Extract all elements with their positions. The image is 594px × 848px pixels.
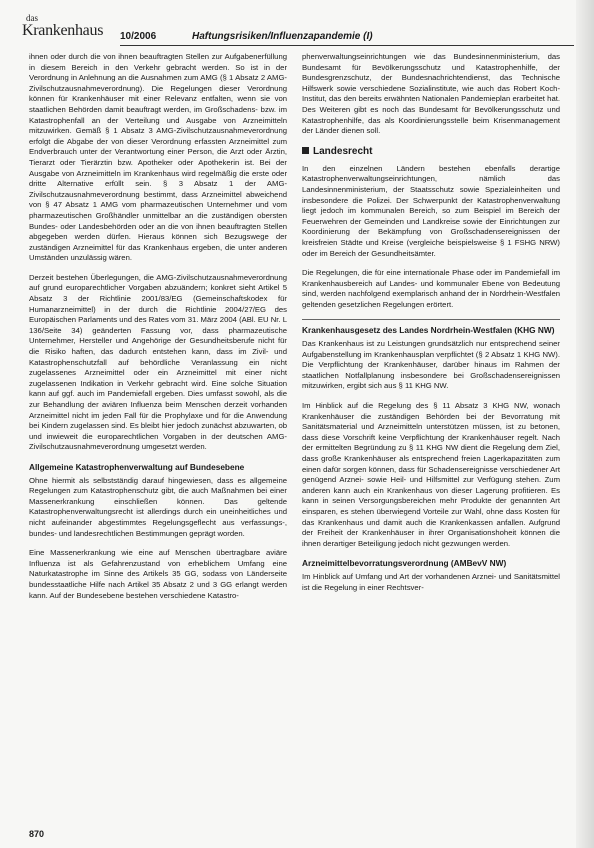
separator-line [302, 319, 560, 320]
square-bullet-icon [302, 147, 309, 154]
page-number: 870 [29, 829, 45, 839]
right-paragraph-2: In den einzelnen Ländern bestehen ebenfalls derartige Katastrophenverwaltungseinrichtungen, nämlich das Landesinnenministerium, der Staatsschutz sowie Spezialeinheiten und insbesondere die Polizei. Der Schwerpunkt der Katastrophenverwaltung liegt jedoch im kommunalen Bereich, so zum Beispiel im Bereich der Feuerwehren der Gemeinden und Landkreise sowie der Einrichtungen zur Koordinierung der Bekämpfung von Großschadensereignissen der kreisfreien Städte und Kreise (vergleiche beispielsweise § 1 FSHG NRW) oder im Bereich der Gesundheitsämter. [302, 163, 560, 258]
left-paragraph-2: Derzeit bestehen Überlegungen, die AMG-Zivilschutzausnahmeverordnung auf grund europarechtlicher Vorgaben abzuändern; konkret sieht Artikel 5 Absatz 3 der Richtlinie 2001/83/EG (Gemeinschaftskodex für Humanarzneimittel) in der durch die Richtlinie 2004/27/EG des Europäischen Parlaments und des Rates vom 31. März 2004 (ABl. EU Nr. L 136/Seite 34) geänderten Fassung vor, dass pharmazeutische Unternehmer, Hersteller und Angehörige der Gesundheitsberufe nicht für die Risiko haften, das dadurch entstehen kann, dass im Zivil- und Katastrophenschutzfall auf behördliche Veranlassung ein nicht zugelassenes Arzneimittel oder ein Arzneimittel mit einer nicht zugelassenen Indikation in Verkehr gebracht wird. Eine solche Situation kann auf ggf. auch im Pandemiefall ergeben. Dies umfasst sowohl, als die zur Behandlung der aviären Influenza beim Menschen derzeit vorhanden Arzneimittel nicht im jeden Fall für die Prophylaxe und für die Anwendung bei Kindern zugelassen sind. Es bleibt hier jedoch zunächst abzuwarten, ob und inwieweit die europarechtlichen Vorgaben in der deutschen AMG-Zivilschutzausnahmeverordnung umgesetzt werden. [29, 272, 287, 452]
right-paragraph-5: Im Hinblick auf die Regelung des § 11 Absatz 3 KHG NW, wonach Krankenhäuser die zuständigen Behörden bei der Bevorratung mit Sanitätsmaterial und Arzneimitteln unterstützen müssen, ist zu betonen, dass diese Vorschrift keine Verpflichtung der Krankenhäuser regelt. Nach der ermittelten Begründung zu § 11 KHG NW dient die Regelung dem Ziel, dass große Krankenhäuser als entsprechend freien Lagerkapazitäten zum einen dafür sorgen können, dass für Schadensereignisse verschiedener Art genügend Arznei- sowie Heil- und Hilfsmittel zur Verfügung stehen. Zum anderen kann auch ein Krankenhaus von dieser Lagerung profitieren. Es kann in seinen Versorgungsbereichen mehr Produkte der genannten Art einsparen, es stehen überwiegend Vorteile zur Wahl, ohne dass Kosten für das Krankenhaus und damit auch die Krankenkassen anfallen. Aufgrund der Freiheit der Krankenhäuser in ihrer Organisationshoheit können die ihnen derartiger Beteiligung jedoch nicht gezwungen werden. [302, 401, 560, 548]
heading-ambevv: Arzneimittelbevorratungsverordnung (AMBevV NW) [302, 558, 507, 569]
section-heading-text: Landesrecht [313, 145, 373, 157]
page-header [22, 14, 574, 48]
left-paragraph-4: Eine Massenerkrankung wie eine auf Menschen übertragbare aviäre Influenza ist als Gefahrenzustand von erheblichem Umfang eine Naturkatastrophe im Sinne des Artikels 35 GG, sodass von Länderseite bundesstaatliche Hilfe nach Artikel 35 Absatz 2 und 3 GG erlangt werden kann. Auf der Bundesebene bestehen verschiedene Katastro- [29, 548, 287, 600]
logo-krankenhaus: Krankenhaus [22, 22, 104, 39]
running-title: Haftungsrisiken/Influenzapandemie (I) [192, 31, 373, 42]
scan-edge-shadow [576, 0, 594, 848]
right-paragraph-4: Das Krankenhaus ist zu Leistungen grundsätzlich nur entsprechend seiner Aufgabenstellung im Krankenhausplan verpflichtet (§ 2 Absatz 1 KHG NW). Die Verpflichtung der Krankenhäuser, darüber hinaus im Rahmen der staatlichen Notfallplanung insbesondere bei Großschadensereignissen mitzuwirken, ergibt sich aus § 11 KHG NW. [302, 339, 560, 391]
issue-number: 10/2006 [120, 31, 157, 42]
right-paragraph-1: phenverwaltungseinrichtungen wie das Bundesinnenministerium, das Bundesamt für Bevölkerungsschutz und Katastrophenhilfe, der Bundesgrenzschutz, der Bundesnachrichtendienst, das Technische Hilfswerk sowie verschiedene Sozialinstitute, wie auch das Robert Koch-Institut, das den bereits erwähnten Nationalen Pandemieplan erarbeitet hat. Des Weiteren gibt es noch das Bundesamt für Bevölkerungsschutz und Katastrophenhilfe, das als Koordinierungsstelle beim Krisenmanagement der Länder dienen soll. [302, 52, 560, 136]
right-paragraph-3: Die Regelungen, die für eine internationale Phase oder im Pandemiefall im Krankenhausbereich auf Landes- und kommunaler Ebene von Bedeutung sind, werden nachfolgend exemplarisch anhand der in Nordrhein-Westfalen geltenden gesetzlichen Regelungen erörtert. [302, 268, 560, 309]
logo-das: das [26, 13, 38, 23]
left-paragraph-3: Ohne hiermit als selbstständig darauf hingewiesen, dass es allgemeine Regelungen zum Katastrophenschutz gibt, die auch Maßnahmen bei einer Massenerkrankung einschließen können. Das geltende Katastrophenverwaltungsrecht ist allerdings durch ein uneinheitliches und nicht aufeinander abgestimmtes Regelungsgeflecht aus verfassungs-, bundes- und landesrechtlichen Bestimmungen geprägt worden. [29, 475, 287, 538]
section-heading-landesrecht [302, 146, 560, 158]
heading-katastrophenverwaltung: Allgemeine Katastrophenverwaltung auf Bundesebene [29, 461, 245, 472]
left-column [29, 52, 287, 610]
heading-khg-nw: Krankenhausgesetz des Landes Nordrhein-Westfalen (KHG NW) [302, 325, 555, 336]
left-paragraph-1: ihnen oder durch die von ihnen beauftragten Stellen zur Aufgabenerfüllung in diesem Bereich in den Verkehr gebracht werden. So ist in der Verordnung in Anlehnung an die Ausnahmen zum AMG (§ 1 Absatz 2 AMG-Zivilschutzausnahmeverordnung). Die Regelungen dieser Verordnung können für Krankenhäuser mit einer Relevanz entfalten, wenn sie von staatlichen Behörden damit beauftragt werden, im Großschadens- bzw. im Katastrophenfall an der Verteilung und Ausgabe von Arzneimitteln mitzuwirken. Gemäß § 1 Absatz 3 AMG-Zivilschutzausnahmeverordnung erfolgt die Abgabe der von dieser Verordnung erfassten Arzneimittel zum Endverbrauch unter der Verantwortung einer Person, die Arzt oder Ärztin, Tierarzt oder Tierärztin bzw. Apotheker oder Apothekerin ist. Bei der Ausgabe von Arzneimitteln im Krankenhaus wird regelmäßig die erste oder dritte Alternative erfüllt sein. § 3 Absatz 1 der AMG-Zivilschutzausnahmeverordnung bestimmt, dass Arzneimittel abweichend von § 47 Absatz 1 AMG vom pharmazeutischen Unternehmer und vom pharmazeutischen Großhändler unmittelbar an die zuständigen obersten Bundes- oder Landesbehörden oder an die von ihnen beauftragten Stellen abgegeben werden dürfen. Hieraus können sich Bezugswege der zuständigen Arzneimittel für das Krankenhaus ergeben, die unter anderen Umständen unzulässig wären. [29, 52, 287, 263]
right-paragraph-6: Im Hinblick auf Umfang und Art der vorhandenen Arznei- und Sanitätsmittel ist die Regelung in einer Rechtsver- [302, 571, 560, 592]
header-rule [120, 45, 574, 46]
right-column [302, 52, 560, 602]
journal-logo [22, 14, 103, 39]
